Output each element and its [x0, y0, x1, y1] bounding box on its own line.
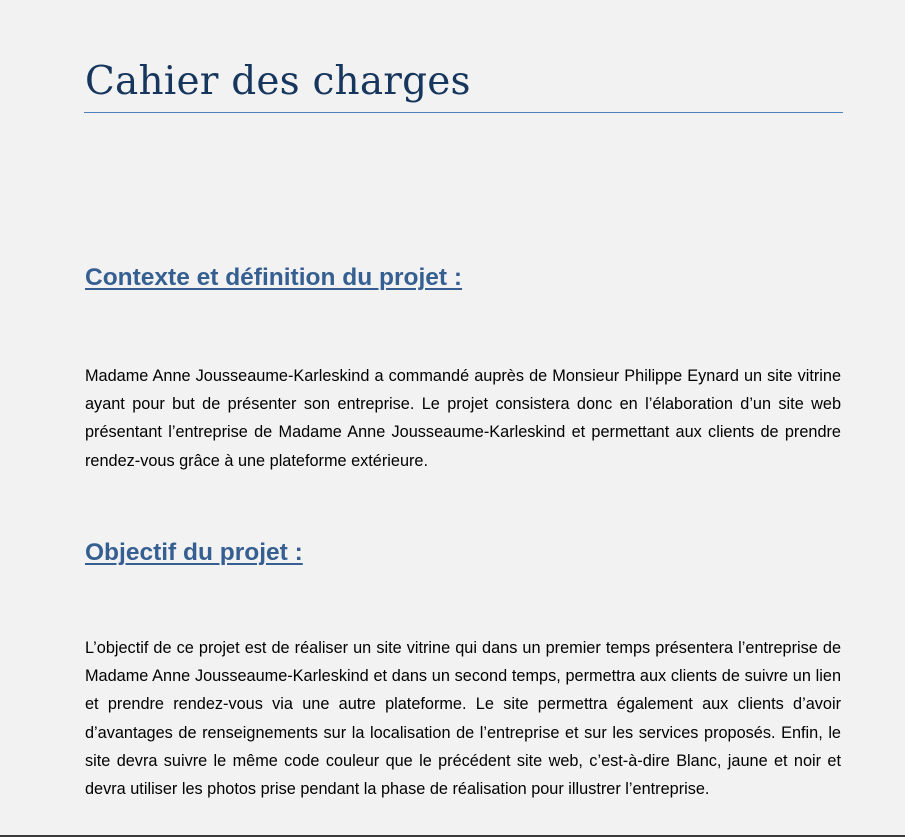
section-heading-context: Contexte et définition du projet : — [85, 264, 463, 291]
section-paragraph-objective: L’objectif de ce projet est de réaliser un site vitrine qui dans un premier temps présentera l’entreprise de Madame Anne Jousseaume-Karleskind et dans un second temps, permettra aux clients de suivre un lien et prendre rendez-vous via une autre plateforme. Le site permettra également aux clients d’avoir d’avantages de renseignements sur la localisation de l’entreprise et sur les services proposés. Enfin, le site devra suivre le même code couleur que le précédent site web, c’est-à-dire Blanc, jaune et noir et devra utiliser les photos prise pendant la phase de réalisation pour illustrer l’entreprise. — [85, 639, 841, 799]
document-title: Cahier des charges — [85, 59, 471, 104]
section-heading-objective: Objectif du projet : — [85, 539, 303, 566]
section-paragraph-context: Madame Anne Jousseaume-Karleskind a commandé auprès de Monsieur Philippe Eynard un site vitrine ayant pour but de présenter son entreprise. Le projet consistera donc en l’élaboration d’un site web présentant l’entreprise de Madame Anne Jousseaume-Karleskind et permettant aux clients de prendre rendez-vous grâce à une plateforme extérieure. — [85, 367, 841, 470]
title-underline-rule — [84, 112, 843, 113]
